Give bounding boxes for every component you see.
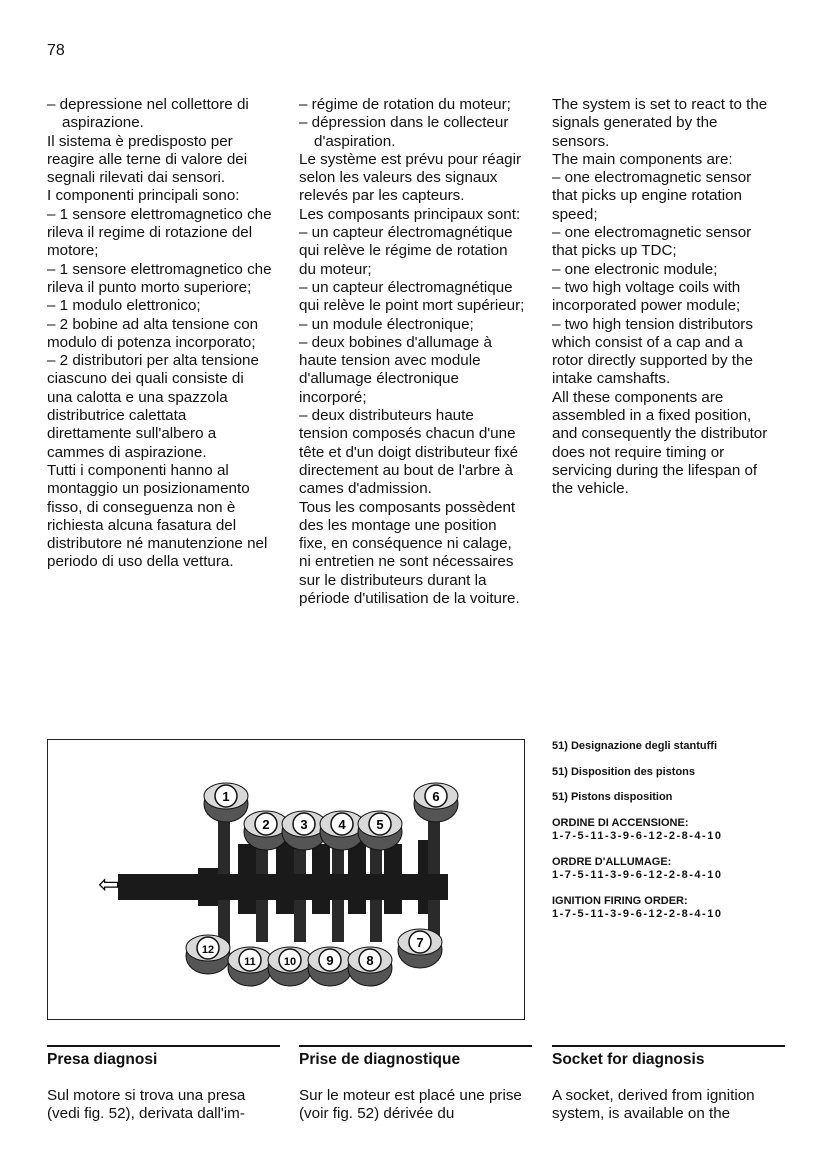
figure-captions — [552, 740, 784, 934]
col_en-paragraph: – two high tension distributors which consist of a cap and a rotor directly supported by the intake camshafts. — [552, 315, 753, 388]
page-number: 78 — [47, 42, 65, 59]
piston-label: 10 — [283, 956, 297, 968]
section-title-en: Socket for diagnosis — [552, 1051, 705, 1068]
piston-label: 3 — [300, 817, 308, 832]
order-title-fr: ORDRE D'ALLUMAGE: — [552, 855, 672, 868]
col_it-paragraph: I componenti principali sono: — [47, 187, 240, 205]
piston-6 — [414, 783, 458, 822]
col_it-paragraph: Il sistema è predisposto per reagire alle terne di valore dei segnali rilevati dai sensori. — [47, 132, 248, 187]
section-body-en-text: A socket, derived from ignition system, is available on the — [552, 1087, 755, 1123]
section-body-fr-text: Sur le moteur est placé une prise (voir fig. 52) dérivée du — [299, 1087, 522, 1123]
piston-12 — [186, 935, 230, 974]
piston-10 — [268, 947, 312, 986]
col_it-paragraph: – 1 sensore elettromagnetico che rileva il punto morto superiore; — [47, 260, 272, 296]
order-title-it: ORDINE DI ACCENSIONE: — [552, 816, 689, 829]
col_fr-paragraph: – deux bobines d'allumage à haute tension avec module d'allumage électronique incorporé; — [299, 333, 492, 406]
piston-5 — [358, 811, 402, 850]
piston-label: 5 — [376, 817, 384, 832]
section-body-fr — [299, 1087, 527, 1124]
col_en-paragraph: All these components are assembled in a fixed position, and consequently the distributor does not require timing or servicing during the lifespan of the vehicle. — [552, 388, 768, 498]
piston-label: 4 — [338, 817, 346, 832]
french-column — [299, 96, 525, 608]
firing-order-en: 1-7-5-11-3-9-6-12-2-8-4-10 — [552, 908, 723, 920]
piston-label: 2 — [262, 817, 270, 832]
piston-label: 11 — [244, 956, 256, 968]
col_it-paragraph: – 1 sensore elettromagnetico che rileva il regime di rotazione del motore; — [47, 205, 272, 260]
col_en-paragraph: – one electromagnetic sensor that picks up TDC; — [552, 224, 752, 260]
piston-2 — [244, 811, 288, 850]
section-rule-fr — [299, 1045, 532, 1047]
caption-fr: 51) Disposition des pistons — [552, 765, 696, 778]
piston-label: 8 — [366, 953, 374, 968]
crankshaft — [118, 840, 448, 914]
firing-order-it: 1-7-5-11-3-9-6-12-2-8-4-10 — [552, 830, 723, 842]
firing-order-fr: 1-7-5-11-3-9-6-12-2-8-4-10 — [552, 869, 723, 881]
piston-label: 12 — [201, 944, 215, 956]
col_en-paragraph: The main components are: — [552, 150, 733, 168]
col_it-paragraph: – 1 modulo elettronico; — [47, 297, 201, 315]
col_fr-paragraph: Les composants principaux sont: — [299, 205, 521, 223]
col_it-paragraph: – 2 bobine ad alta tensione con modulo di potenza incorporato; — [47, 315, 259, 351]
piston-3 — [282, 811, 326, 850]
section-title-it: Presa diagnosi — [47, 1051, 158, 1068]
piston-9 — [308, 947, 352, 986]
english-column — [552, 96, 778, 499]
order-title-en: IGNITION FIRING ORDER: — [552, 894, 688, 907]
col_en-paragraph: – one electronic module; — [552, 260, 718, 278]
col_fr-paragraph: Le système est prévu pour réagir selon les valeurs des signaux relevés par les capteurs. — [299, 150, 522, 205]
piston-7 — [398, 929, 442, 968]
col_en-paragraph: – two high voltage coils with incorporated power module; — [552, 278, 741, 315]
caption-en: 51) Pistons disposition — [552, 791, 673, 803]
piston-label: 7 — [416, 935, 424, 950]
piston-label: 6 — [432, 789, 440, 804]
caption-it: 51) Designazione degli stantuffi — [552, 740, 718, 752]
col_fr-paragraph: – un module électronique; — [299, 315, 474, 333]
piston-8 — [348, 947, 392, 986]
col_fr-paragraph: Tous les composants possèdent des les montage une position fixe, en conséquence ni calage, ni entretien ne sont nécessaires sur le distributeurs durant la période d'utilisation de la voiture. — [299, 498, 520, 608]
col_it-paragraph: – depressione nel collettore di aspirazione. — [47, 96, 249, 132]
section-body-it-text: Sul motore si trova una presa (vedi fig. 52), derivata dall'im- — [47, 1087, 246, 1123]
piston-label: 1 — [222, 789, 230, 804]
col_fr-paragraph: – deux distributeurs haute tension composés chacun d'une tête et d'un doigt distributeur fixé directement au bout de l'arbre à cames d'admission. — [299, 407, 519, 498]
col_en-paragraph: – one electromagnetic sensor that picks up engine rotation speed; — [552, 169, 752, 223]
col_fr-paragraph: – dépression dans le collecteur d'aspiration. — [299, 114, 509, 150]
col_fr-paragraph: – un capteur électromagnétique qui relève le point mort supérieur; — [299, 278, 525, 315]
section-title-fr: Prise de diagnostique — [299, 1051, 461, 1068]
section-body-it — [47, 1087, 275, 1124]
col_fr-paragraph: – régime de rotation du moteur; — [299, 96, 511, 113]
col_fr-paragraph: – un capteur électromagnétique qui relève le régime de rotation du moteur; — [299, 224, 513, 278]
piston-1 — [204, 783, 248, 822]
italian-column — [47, 96, 273, 572]
col_en-paragraph: The system is set to react to the signals generated by the sensors. — [552, 96, 768, 150]
piston-4 — [320, 811, 364, 850]
piston-diagram — [47, 739, 525, 1020]
arrow-left-icon: ⇦ — [98, 870, 120, 900]
section-rule-it — [47, 1045, 280, 1047]
section-body-en — [552, 1087, 780, 1124]
col_it-paragraph: Tutti i componenti hanno al montaggio un posizionamento fisso, di conseguenza non è richiesta alcuna fasatura del distributore né manutenzione nel periodo di uso della vettura. — [47, 461, 268, 571]
piston-11 — [228, 947, 272, 986]
section-rule-en — [552, 1045, 785, 1047]
col_it-paragraph: – 2 distributori per alta tensione ciascuno dei quali consiste di una calotta e una spazzola distributrice calettata direttamente sull'albero a cammes di aspirazione. — [47, 352, 259, 461]
piston-label: 9 — [326, 953, 334, 968]
